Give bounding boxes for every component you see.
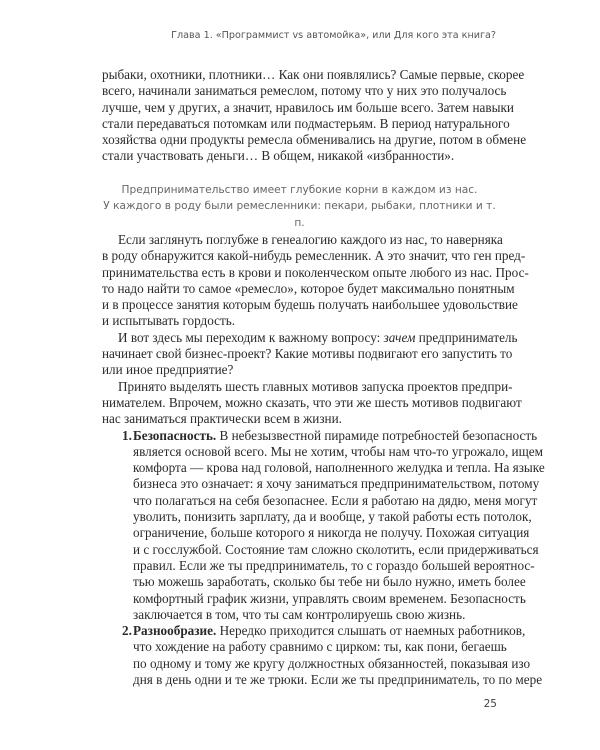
text-line: или иное предприятие? bbox=[102, 362, 234, 378]
text-line: Если заглянуть поглубже в генеалогию каждого из нас, то наверняка bbox=[118, 232, 503, 247]
text-line: дня в день одни и те же трюки. Если же ты предприниматель, то по мере bbox=[133, 672, 543, 688]
text-line: бизнеса это означает: я хочу заниматься предпринимательством, потому bbox=[133, 476, 540, 492]
text-line bbox=[102, 329, 518, 346]
list-number: 1. bbox=[122, 427, 132, 443]
text-line: является основой всего. Мы не хотим, чтобы нам что-то угрожало, ищем bbox=[133, 443, 543, 459]
text-line bbox=[133, 427, 538, 444]
text-line: то надо найти то самое «ремесло», которое будет максимально понятным bbox=[102, 280, 515, 296]
list-number: 2. bbox=[122, 623, 132, 639]
text-line: в роду обнаружится какой-нибудь ремесленник. А это значит, что ген пред- bbox=[102, 248, 526, 264]
text-line: тью можешь заработать, сколько бы тебе ни было нужно, иметь более bbox=[133, 574, 526, 590]
text-line: и испытывать гордость. bbox=[102, 313, 236, 329]
text-line: и в процессе занятия которым будешь получать наибольшее удовольствие bbox=[102, 297, 518, 313]
text-line: лучше, чем у других, а значит, нравилось им больше всего. Затем навыки bbox=[102, 99, 514, 115]
text-span: В небезызвестной пирамиде потребностей безопасность bbox=[216, 427, 538, 443]
text-line: уволить, понизить зарплату, да и вообще, у такой работы есть потолок, bbox=[133, 509, 532, 525]
text-line: рыбаки, охотники, плотники… Как они появлялись? Самые первые, скорее bbox=[102, 67, 525, 82]
text-line: по одному и тому же кругу должностных обязанностей, показывая изо bbox=[133, 655, 531, 671]
list-term: Безопасность. bbox=[133, 427, 217, 443]
text-span: предприниматель bbox=[415, 329, 518, 345]
text-line: начинает свой бизнес-проект? Какие мотивы подвигают его запустить то bbox=[102, 346, 513, 362]
text-line: Принято выделять шесть главных мотивов запуска проектов предпри- bbox=[118, 378, 513, 394]
text-span: И вот здесь мы переходим к важному вопросу: bbox=[118, 329, 384, 345]
text-line: нас заниматься практически всем в жизни. bbox=[102, 411, 342, 427]
pull-quote bbox=[102, 182, 497, 231]
text-line: правил. Если же ты предприниматель, то с гораздо большей вероятнос- bbox=[133, 557, 535, 573]
text-line: стали участвовать деньги… В общем, никакой «избранности». bbox=[102, 148, 455, 164]
text-line: хозяйства одни продукты ремесла обменивались на другие, потом в обмене bbox=[102, 132, 527, 148]
list-item bbox=[102, 623, 543, 688]
list-term: Разнообразие. bbox=[133, 623, 217, 639]
text-line: заключается в том, что ты сам контролируешь свою жизнь. bbox=[133, 606, 466, 622]
text-line: всего, начинали заниматься ремеслом, потому что у них это получалось bbox=[102, 83, 507, 99]
list-item bbox=[102, 427, 545, 624]
body-text bbox=[102, 232, 545, 688]
text-line: что полагаться на себя безопаснее. Если я работаю на дядю, меня могут bbox=[133, 492, 538, 508]
text-span: Нередко приходится слышать от наемных работников, bbox=[216, 623, 526, 639]
text-line: нимателем. Впрочем, можно сказать, что эти же шесть мотивов подвигают bbox=[102, 394, 522, 410]
quote-line: Предпринимательство имеет глубокие корни в каждом из нас. bbox=[121, 184, 478, 196]
running-header: Глава 1. «Программист vs автомойка», или Для кого эта книга? bbox=[171, 30, 496, 41]
text-line: комфортный график жизни, управлять своим временем. Безопасность bbox=[133, 590, 526, 606]
page-number: 25 bbox=[483, 698, 497, 710]
italic-emphasis: зачем bbox=[383, 329, 416, 345]
text-line bbox=[133, 623, 526, 639]
text-line: комфорта — крова над головой, наполненного желудка и тепла. На языке bbox=[133, 460, 545, 476]
text-line: и с госслужбой. Состояние там сложно сколотить, если придерживаться bbox=[133, 541, 539, 557]
quote-line: У каждого в роду были ремесленники: пекари, рыбаки, плотники и т. п. bbox=[103, 200, 496, 229]
paragraph-1 bbox=[102, 67, 527, 165]
text-line: что хождение на работу сравнимо с цирком: ты, как пони, бегаешь bbox=[133, 639, 507, 655]
text-line: стали передаваться потомкам или подмастерьям. В период натурального bbox=[102, 115, 510, 131]
text-line: ограничение, больше которого я никогда не получу. Похожая ситуация bbox=[133, 525, 530, 541]
text-line: принимательства есть в крови и поколенческом опыте любого из нас. Прос- bbox=[102, 264, 529, 280]
